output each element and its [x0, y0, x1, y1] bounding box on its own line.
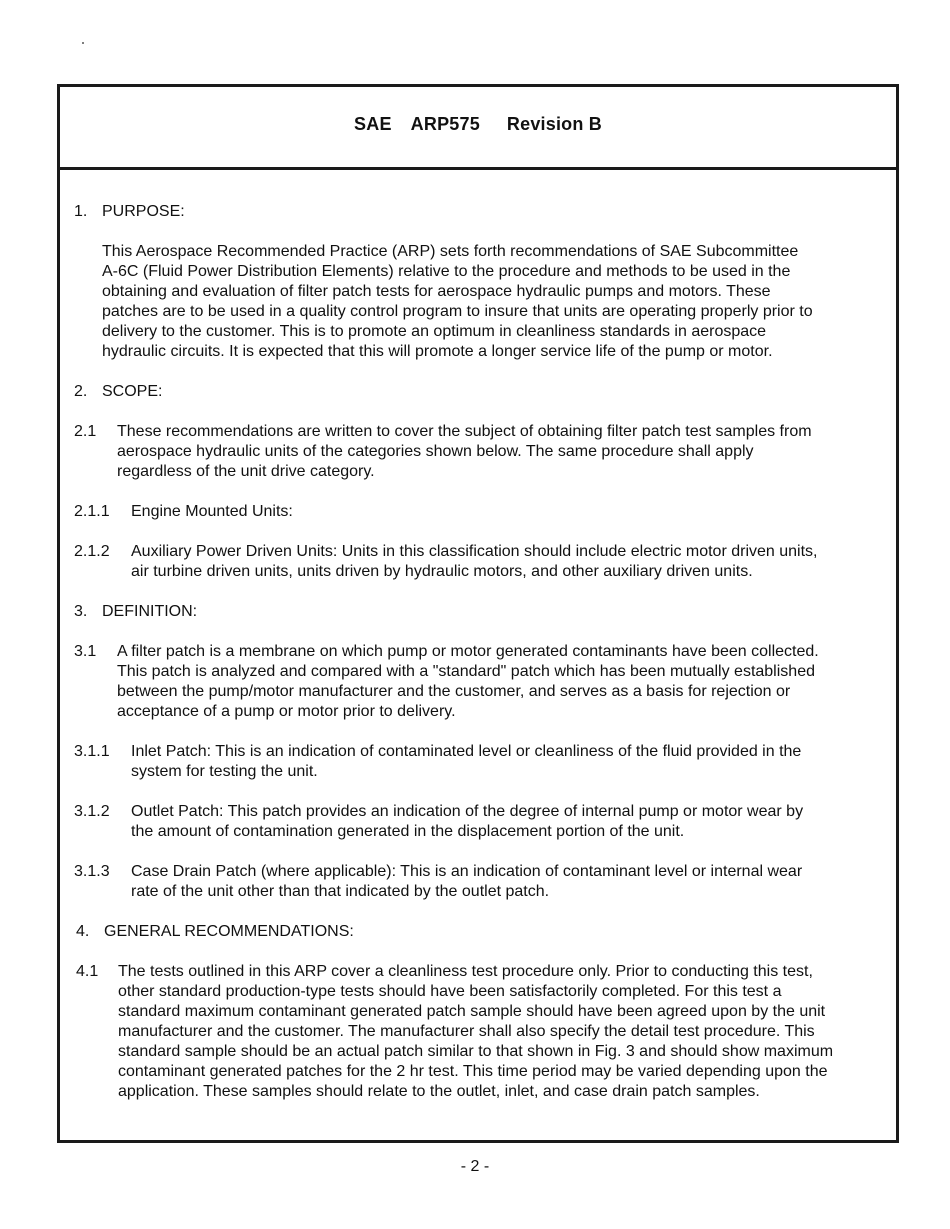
- paragraph-line: standard sample should be an actual patch similar to that shown in Fig. 3 and should show maximum: [118, 1043, 834, 1060]
- org-label: SAE: [354, 114, 392, 134]
- section-title: PURPOSE:: [102, 203, 185, 220]
- paragraph-line: contaminant generated patches for the 2 hr test. This time period may be varied depending upon the: [118, 1063, 828, 1080]
- paragraph-line: A-6C (Fluid Power Distribution Elements) relative to the procedure and methods to be used in the: [102, 263, 791, 280]
- clause-number: 3.1.3: [74, 863, 110, 880]
- section-number: 4.: [76, 923, 90, 940]
- clause-number: 2.1: [74, 423, 97, 440]
- paragraph-line: other standard production-type tests should have been satisfactorily completed. For this test a: [118, 983, 782, 1000]
- section-title: GENERAL RECOMMENDATIONS:: [104, 923, 354, 940]
- section-number: 3.: [74, 603, 88, 620]
- clause-number: 3.1: [74, 643, 97, 660]
- paragraph-line: Engine Mounted Units:: [131, 503, 293, 520]
- clause-number: 2.1.1: [74, 503, 110, 520]
- paragraph-line: acceptance of a pump or motor prior to delivery.: [117, 703, 456, 720]
- paragraph-line: The tests outlined in this ARP cover a cleanliness test procedure only. Prior to conducting this test,: [118, 963, 813, 980]
- paragraph-line: These recommendations are written to cover the subject of obtaining filter patch test samples from: [117, 423, 812, 440]
- paragraph-line: Inlet Patch: This is an indication of contaminated level or cleanliness of the fluid provided in the: [131, 743, 802, 760]
- revision-label: Revision B: [506, 114, 602, 134]
- paragraph-line: system for testing the unit.: [131, 763, 318, 780]
- paragraph-line: application. These samples should relate to the outlet, inlet, and case drain patch samples.: [118, 1083, 760, 1100]
- clause-number: 3.1.2: [74, 803, 110, 820]
- clause-number: 2.1.2: [74, 543, 110, 560]
- section-title: DEFINITION:: [102, 603, 198, 620]
- paragraph-line: hydraulic circuits. It is expected that this will promote a longer service life of the pump or motor.: [102, 343, 773, 360]
- paragraph-line: patches are to be used in a quality control program to insure that units are operating properly prior to: [102, 303, 813, 320]
- paragraph-line: manufacturer and the customer. The manufacturer shall also specify the detail test procedure. This: [118, 1023, 815, 1040]
- paragraph-line: the amount of contamination generated in the displacement portion of the unit.: [131, 823, 685, 840]
- paragraph-line: obtaining and evaluation of filter patch tests for aerospace hydraulic pumps and motors. These: [102, 283, 771, 300]
- page-number: - 2 -: [460, 1158, 490, 1175]
- paragraph-line: This Aerospace Recommended Practice (ARP) sets forth recommendations of SAE Subcommittee: [102, 243, 799, 260]
- clause-number: 4.1: [76, 963, 99, 980]
- document-title: [60, 114, 896, 135]
- clause-number: 3.1.1: [74, 743, 110, 760]
- doc-number: ARP575: [410, 114, 480, 134]
- paragraph-line: This patch is analyzed and compared with a "standard" patch which has been mutually established: [117, 663, 815, 680]
- paragraph-line: between the pump/motor manufacturer and the customer, and serves as a basis for rejection or: [117, 683, 791, 700]
- paragraph-line: standard maximum contaminant generated patch sample should have been agreed upon by the unit: [118, 1003, 826, 1020]
- scan-speck: [82, 42, 84, 44]
- section-number: 2.: [74, 383, 88, 400]
- paragraph-line: Outlet Patch: This patch provides an indication of the degree of internal pump or motor wear by: [131, 803, 804, 820]
- paragraph-line: aerospace hydraulic units of the categories shown below. The same procedure shall apply: [117, 443, 754, 460]
- paragraph-line: air turbine driven units, units driven by hydraulic motors, and other auxiliary driven units.: [131, 563, 753, 580]
- paragraph-line: Case Drain Patch (where applicable): This is an indication of contaminant level or internal wear: [131, 863, 803, 880]
- section-number: 1.: [74, 203, 88, 220]
- paragraph-line: A filter patch is a membrane on which pump or motor generated contaminants have been collected.: [117, 643, 819, 660]
- paragraph-line: delivery to the customer. This is to promote an optimum in cleanliness standards in aerospace: [102, 323, 767, 340]
- document-header: [60, 87, 896, 170]
- paragraph-line: rate of the unit other than that indicated by the outlet patch.: [131, 883, 550, 900]
- paragraph-line: Auxiliary Power Driven Units: Units in this classification should include electric motor driven units,: [131, 543, 818, 560]
- page-frame: [57, 84, 899, 1143]
- paragraph-line: regardless of the unit drive category.: [117, 463, 375, 480]
- section-title: SCOPE:: [102, 383, 163, 400]
